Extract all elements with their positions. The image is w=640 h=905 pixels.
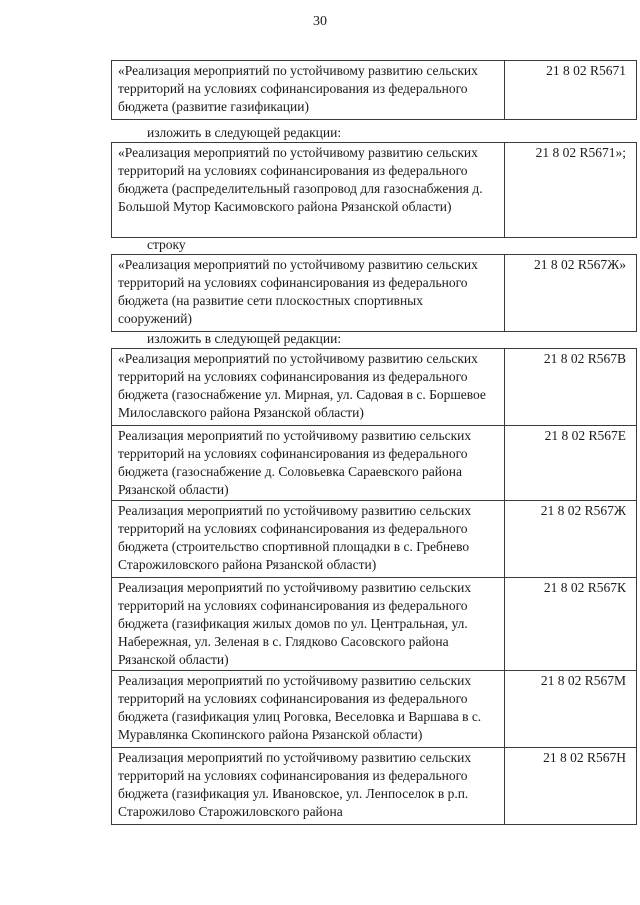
row-code: 21 8 02 R567Ж» [505, 255, 637, 332]
row-description: «Реализация мероприятий по устойчивому развитию сельских территорий на условиях софинансирования из федерального бюджета (распределительный газопровод для газоснабжения д. Большой Мутор Касимовского района Рязанской области) [112, 143, 505, 238]
row-code: 21 8 02 R5671 [505, 61, 637, 120]
budget-table-original-gasification [111, 60, 637, 120]
budget-table-original-sports [111, 254, 637, 332]
row-code: 21 8 02 R5671»; [505, 143, 637, 238]
instruction-text: изложить в следующей редакции: [147, 125, 342, 140]
page-number: 30 [313, 14, 327, 29]
row-description: Реализация мероприятий по устойчивому развитию сельских территорий на условиях софинансирования из федерального бюджета (газификация жилых домов по ул. Центральная, ул. Набережная, ул. Зеленая в с. Глядково Сасовского района Рязанской области) [112, 578, 505, 671]
budget-table-new-gasification [111, 142, 637, 238]
row-description: «Реализация мероприятий по устойчивому развитию сельских территорий на условиях софинансирования из федерального бюджета (на развитие сети плоскостных спортивных сооружений) [112, 255, 505, 332]
instruction-text: изложить в следующей редакции: [147, 331, 342, 346]
row-code: 21 8 02 R567К [505, 578, 637, 671]
row-description: «Реализация мероприятий по устойчивому развитию сельских территорий на условиях софинансирования из федерального бюджета (газоснабжение ул. Мирная, ул. Садовая в с. Боршевое Милославского района Рязанской области) [112, 349, 505, 426]
table-row [112, 349, 637, 426]
row-description: Реализация мероприятий по устойчивому развитию сельских территорий на условиях софинансирования из федерального бюджета (строительство спортивной площадки в с. Гребнево Старожиловского района Рязанской области) [112, 501, 505, 578]
table-row [112, 671, 637, 748]
table-row [112, 255, 637, 332]
table-row [112, 61, 637, 120]
row-description: «Реализация мероприятий по устойчивому развитию сельских территорий на условиях софинансирования из федерального бюджета (развитие газификации) [112, 61, 505, 120]
instruction-text: строку [147, 237, 186, 252]
row-description: Реализация мероприятий по устойчивому развитию сельских территорий на условиях софинансирования из федерального бюджета (газификация ул. Ивановское, ул. Ленпоселок в р.п. Старожилово Старожиловского района [112, 748, 505, 825]
row-code: 21 8 02 R567Е [505, 426, 637, 501]
table-row [112, 501, 637, 578]
row-code: 21 8 02 R567М [505, 671, 637, 748]
row-code: 21 8 02 R567Н [505, 748, 637, 825]
row-code: 21 8 02 R567Ж [505, 501, 637, 578]
row-code: 21 8 02 R567В [505, 349, 637, 426]
table-row [112, 426, 637, 501]
table-row [112, 578, 637, 671]
table-row [112, 748, 637, 825]
table-row [112, 143, 637, 238]
row-description: Реализация мероприятий по устойчивому развитию сельских территорий на условиях софинансирования из федерального бюджета (газоснабжение д. Соловьевка Сараевского района Рязанской области) [112, 426, 505, 501]
budget-table-new-items [111, 348, 637, 825]
row-description: Реализация мероприятий по устойчивому развитию сельских территорий на условиях софинансирования из федерального бюджета (газификация улиц Роговка, Веселовка и Варшава в с. Муравлянка Скопинского района Рязанской области) [112, 671, 505, 748]
